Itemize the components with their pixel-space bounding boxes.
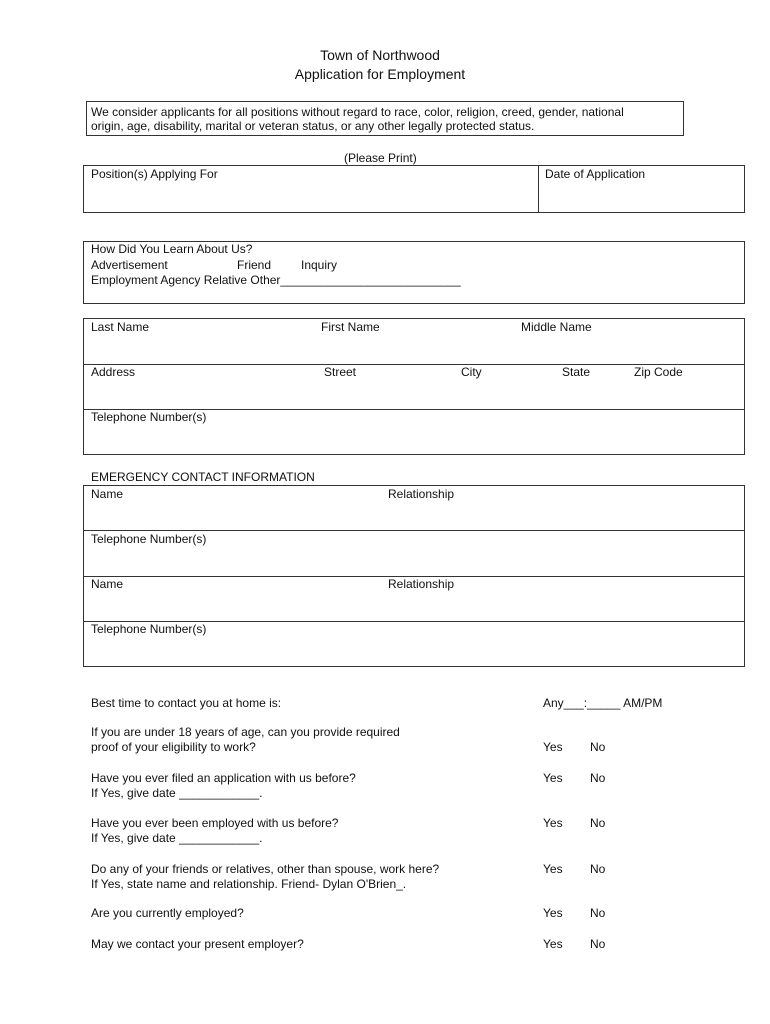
contact-time-answer[interactable]: Any___:_____ AM/PM bbox=[543, 696, 663, 710]
row-divider bbox=[83, 530, 745, 531]
notice-line-2: origin, age, disability, marital or veteran status, or any other legally protected status. bbox=[91, 119, 535, 133]
date-of-application-field[interactable]: Date of Application bbox=[545, 167, 646, 181]
question-employed-before: Have you ever been employed with us before? bbox=[91, 816, 339, 830]
employed-before-yes-option[interactable]: Yes bbox=[543, 816, 563, 830]
question-contact-employer: May we contact your present employer? bbox=[91, 937, 304, 951]
question-under-18-line-2: proof of your eligibility to work? bbox=[91, 740, 256, 754]
filed-before-no-option[interactable]: No bbox=[590, 771, 606, 785]
address-label: Address bbox=[91, 365, 136, 379]
currently-employed-yes-option[interactable]: Yes bbox=[543, 906, 563, 920]
last-name-field[interactable]: Last Name bbox=[91, 320, 150, 334]
currently-employed-no-option[interactable]: No bbox=[590, 906, 606, 920]
option-inquiry[interactable]: Inquiry bbox=[301, 258, 338, 272]
filed-before-date[interactable]: If Yes, give date ____________. bbox=[91, 786, 263, 800]
emergency-telephone-2-field[interactable]: Telephone Number(s) bbox=[91, 622, 207, 636]
question-relatives-working: Do any of your friends or relatives, other than spouse, work here? bbox=[91, 862, 440, 876]
question-currently-employed: Are you currently employed? bbox=[91, 906, 244, 920]
option-advertisement[interactable]: Advertisement bbox=[91, 258, 168, 272]
referral-question: How Did You Learn About Us? bbox=[91, 242, 253, 256]
filed-before-yes-option[interactable]: Yes bbox=[543, 771, 563, 785]
first-name-field[interactable]: First Name bbox=[321, 320, 380, 334]
zip-code-field[interactable]: Zip Code bbox=[634, 365, 683, 379]
emergency-heading: EMERGENCY CONTACT INFORMATION bbox=[91, 470, 315, 484]
emergency-name-1-field[interactable]: Name bbox=[91, 487, 124, 501]
under-18-no-option[interactable]: No bbox=[590, 740, 606, 754]
option-agency-relative-other[interactable]: Employment Agency Relative Other___________________________ bbox=[91, 273, 461, 287]
street-field[interactable]: Street bbox=[324, 365, 357, 379]
emergency-relationship-2-field[interactable]: Relationship bbox=[388, 577, 455, 591]
document-subtitle: Application for Employment bbox=[294, 66, 466, 82]
emergency-telephone-1-field[interactable]: Telephone Number(s) bbox=[91, 532, 207, 546]
notice-line-1: We consider applicants for all positions without regard to race, color, religion, creed, gender, national bbox=[91, 105, 624, 119]
employed-before-date[interactable]: If Yes, give date ____________. bbox=[91, 831, 263, 845]
contact-employer-yes-option[interactable]: Yes bbox=[543, 937, 563, 951]
position-divider bbox=[538, 165, 539, 213]
middle-name-field[interactable]: Middle Name bbox=[521, 320, 592, 334]
please-print-note: (Please Print) bbox=[344, 151, 417, 165]
relatives-working-detail[interactable]: If Yes, state name and relationship. Friend- Dylan O'Brien_. bbox=[91, 877, 407, 891]
emergency-name-2-field[interactable]: Name bbox=[91, 577, 124, 591]
city-field[interactable]: City bbox=[461, 365, 482, 379]
employed-before-no-option[interactable]: No bbox=[590, 816, 606, 830]
document-title: Town of Northwood bbox=[320, 47, 440, 63]
relatives-working-no-option[interactable]: No bbox=[590, 862, 606, 876]
under-18-yes-option[interactable]: Yes bbox=[543, 740, 563, 754]
relatives-working-yes-option[interactable]: Yes bbox=[543, 862, 563, 876]
telephone-field[interactable]: Telephone Number(s) bbox=[91, 410, 207, 424]
contact-employer-no-option[interactable]: No bbox=[590, 937, 606, 951]
positions-applying-for-field[interactable]: Position(s) Applying For bbox=[91, 167, 218, 181]
emergency-relationship-1-field[interactable]: Relationship bbox=[388, 487, 455, 501]
personal-info-section bbox=[83, 318, 745, 455]
question-filed-before: Have you ever filed an application with us before? bbox=[91, 771, 356, 785]
option-friend[interactable]: Friend bbox=[237, 258, 272, 272]
question-under-18: If you are under 18 years of age, can you provide required bbox=[91, 725, 400, 739]
question-contact-time: Best time to contact you at home is: bbox=[91, 696, 282, 710]
state-field[interactable]: State bbox=[562, 365, 591, 379]
